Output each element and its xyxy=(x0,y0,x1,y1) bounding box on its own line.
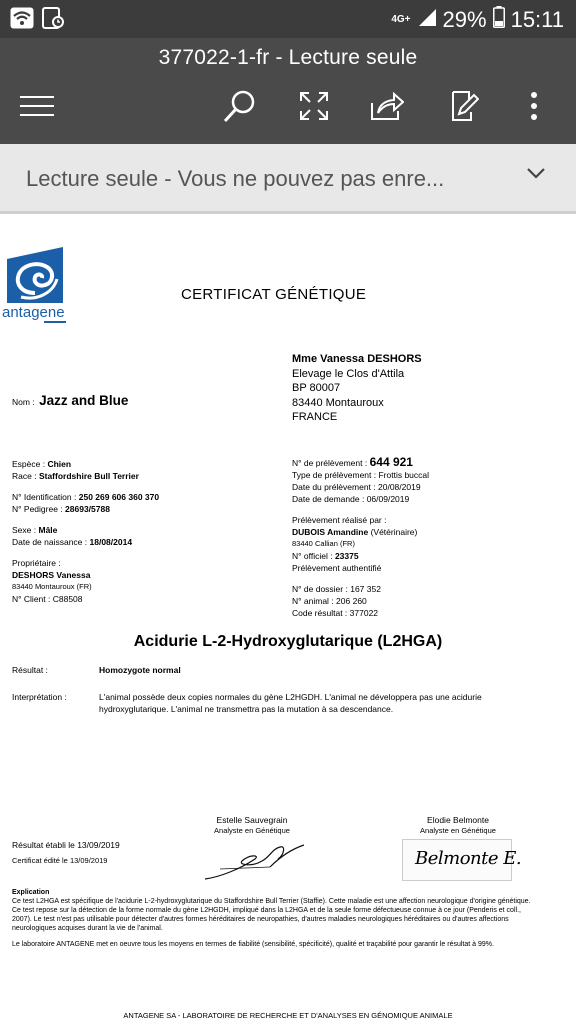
owner-city: 83440 Montauroux (FR) xyxy=(12,582,92,591)
sample-date-label: Date du prélèvement : xyxy=(292,482,376,492)
birthdate-value: 18/08/2014 xyxy=(89,537,133,547)
result-code-label: Code résultat : xyxy=(292,608,348,618)
official-number-value: 23375 xyxy=(334,551,359,561)
sample-number-value: 644 921 xyxy=(369,455,413,469)
interpretation-label: Interprétation : xyxy=(12,692,67,702)
owner-name: Mme Vanessa DESHORS xyxy=(292,353,422,365)
vet-city: 83440 Callian (FR) xyxy=(292,539,355,548)
request-date-label: Date de demande : xyxy=(292,494,365,504)
owner-label: Propriétaire : xyxy=(12,558,61,568)
fullscreen-button[interactable] xyxy=(294,88,334,128)
id-value: 250 269 606 360 370 xyxy=(78,492,160,502)
breed-value: Staffordshire Bull Terrier xyxy=(38,471,139,481)
sex-label: Sexe : xyxy=(12,525,37,535)
pedigree-label: N° Pedigree : xyxy=(12,504,63,514)
signature-1-mark xyxy=(200,839,310,884)
signer-2-role: Analyste en Génétique xyxy=(420,826,496,835)
hamburger-icon xyxy=(20,95,54,122)
breed-label: Race : xyxy=(12,471,37,481)
address-line: BP 80007 xyxy=(292,382,341,394)
signal-icon xyxy=(417,7,437,33)
animal-number-value: 206 260 xyxy=(336,596,367,606)
signature-2 xyxy=(402,839,522,881)
antagene-logo xyxy=(7,247,63,308)
birthdate-label: Date de naissance : xyxy=(12,537,88,547)
animal-info xyxy=(12,458,159,605)
species-value: Chien xyxy=(47,459,72,469)
status-bar xyxy=(0,0,576,38)
fullscreen-icon xyxy=(299,91,329,126)
dog-name-label: Nom : xyxy=(12,397,35,407)
result-value: Homozygote normal xyxy=(99,665,181,675)
read-only-message: Lecture seule - Vous ne pouvez pas enre... xyxy=(26,166,445,191)
signer-1 xyxy=(212,814,292,835)
chevron-down-icon[interactable] xyxy=(526,166,546,185)
read-only-banner[interactable] xyxy=(0,144,576,214)
result-established-date: Résultat établi le 13/09/2019 xyxy=(12,840,120,850)
more-options-button[interactable] xyxy=(514,88,554,128)
sex-value: Mâle xyxy=(38,525,58,535)
lab-note: Le laboratoire ANTAGENE met en oeuvre tous les moyens en termes de fiabilité (sensibilité, spécificité), qualité et traçabilité pour garantir le résultat à 99%. xyxy=(12,941,494,948)
sample-date-value: 20/08/2019 xyxy=(378,482,421,492)
sample-type-value: Frottis buccal xyxy=(378,470,430,480)
official-number-label: N° officiel : xyxy=(292,551,333,561)
client-label: N° Client : xyxy=(12,594,51,604)
signature-1 xyxy=(200,839,310,889)
gallery-notification-icon xyxy=(42,7,64,34)
network-type: 4G+ xyxy=(391,14,411,25)
species-label: Espèce : xyxy=(12,459,46,469)
signature-2-text: Belmonte E. xyxy=(415,848,522,869)
search-button[interactable] xyxy=(220,88,260,128)
sample-info xyxy=(292,456,429,619)
file-number-value: 167 352 xyxy=(350,584,381,594)
signer-2 xyxy=(416,814,500,835)
more-vert-icon xyxy=(529,91,539,126)
logo-text-anta: anta xyxy=(2,304,32,321)
battery-icon xyxy=(493,6,505,34)
logo-underline xyxy=(44,321,66,323)
explanation-title: Explication xyxy=(12,889,50,896)
page-footer: ANTAGENE SA - LABORATOIRE DE RECHERCHE ET D'ANALYSES EN GÉNOMIQUE ANIMALE xyxy=(123,1011,453,1020)
file-number-label: N° de dossier : xyxy=(292,584,348,594)
logo-text-gene: gene xyxy=(31,304,65,321)
certificate-edited-date: Certificat édité le 13/09/2019 xyxy=(12,856,108,865)
battery-level: 29% xyxy=(442,7,487,32)
interpretation-line: hydroxyglutarique. L'animal ne transmettra pas la mutation à sa descendance. xyxy=(99,704,394,714)
explanation xyxy=(12,888,531,949)
explanation-line: Ce test L2HGA est spécifique de l'acidurie L-2-hydroxyglutarique du Staffordshire Bull Terrier (Staffie). Cette maladie est une affection neurologique d'origine génétique. xyxy=(12,898,531,905)
explanation-line: neurologiques acquises durant la vie de l'animal. xyxy=(12,925,163,932)
interpretation-line: L'animal possède deux copies normales du gène L2HGDH. L'animal ne développera pas une acidurie xyxy=(99,692,482,702)
result-label: Résultat : xyxy=(12,665,48,675)
sample-type-label: Type de prélèvement : xyxy=(292,470,377,480)
search-icon xyxy=(222,88,258,129)
address-line: 83440 Montauroux xyxy=(292,396,384,409)
pedigree-value: 28693/5788 xyxy=(65,504,110,514)
sample-number-label: N° de prélèvement : xyxy=(292,458,368,468)
wifi-icon xyxy=(10,7,34,34)
collected-by-label: Prélèvement réalisé par : xyxy=(292,515,387,525)
authenticated-note: Prélèvement authentifié xyxy=(292,563,382,573)
hamburger-menu-button[interactable] xyxy=(17,88,57,128)
document-title: 377022-1-fr - Lecture seule xyxy=(158,46,418,69)
share-icon xyxy=(370,91,404,126)
id-label: N° Identification : xyxy=(12,492,77,502)
signer-1-role: Analyste en Génétique xyxy=(214,826,290,835)
address-line: Elevage le Clos d'Attila xyxy=(292,367,405,380)
address-line: FRANCE xyxy=(292,411,338,423)
signer-2-name: Elodie Belmonte xyxy=(427,815,489,825)
client-value: C88508 xyxy=(52,594,83,604)
explanation-line: Ce test repose sur la détection de la forme normale du gène L2HGDH, impliqué dans la L2HGA et de la seule forme défectueuse connue à ce jour (Penderis et coll., xyxy=(12,907,521,914)
signer-1-name: Estelle Sauvegrain xyxy=(216,815,288,825)
clock: 15:11 xyxy=(510,7,564,32)
owner-value: DESHORS Vanessa xyxy=(12,570,91,580)
owner-address xyxy=(292,352,422,425)
animal-number-label: N° animal : xyxy=(292,596,334,606)
vet-name: DUBOIS Amandine xyxy=(292,527,369,537)
test-title: Acidurie L-2-Hydroxyglutarique (L2HGA) xyxy=(133,633,443,650)
result-code-value: 377022 xyxy=(349,608,379,618)
logo-wordmark xyxy=(2,304,65,321)
app-bar xyxy=(0,38,576,144)
antagene-logo-mark xyxy=(7,247,63,303)
request-date-value: 06/09/2019 xyxy=(366,494,410,504)
dog-name-row xyxy=(12,392,128,410)
document-page[interactable] xyxy=(0,217,576,1024)
certificate-title: CERTIFICAT GÉNÉTIQUE xyxy=(181,286,367,303)
share-button[interactable] xyxy=(367,88,407,128)
dog-name: Jazz and Blue xyxy=(39,393,129,408)
vet-role: (Vétérinaire) xyxy=(370,527,418,537)
edit-button[interactable] xyxy=(443,88,483,128)
explanation-line: 2007). Le test n'est pas utilisable pour détecter d'autres formes héréditaires de neuropathies, d'autres maladies neurologiques héréditaires ou d'autres affections xyxy=(12,916,509,923)
interpretation-text xyxy=(99,691,482,715)
edit-icon xyxy=(447,90,479,127)
